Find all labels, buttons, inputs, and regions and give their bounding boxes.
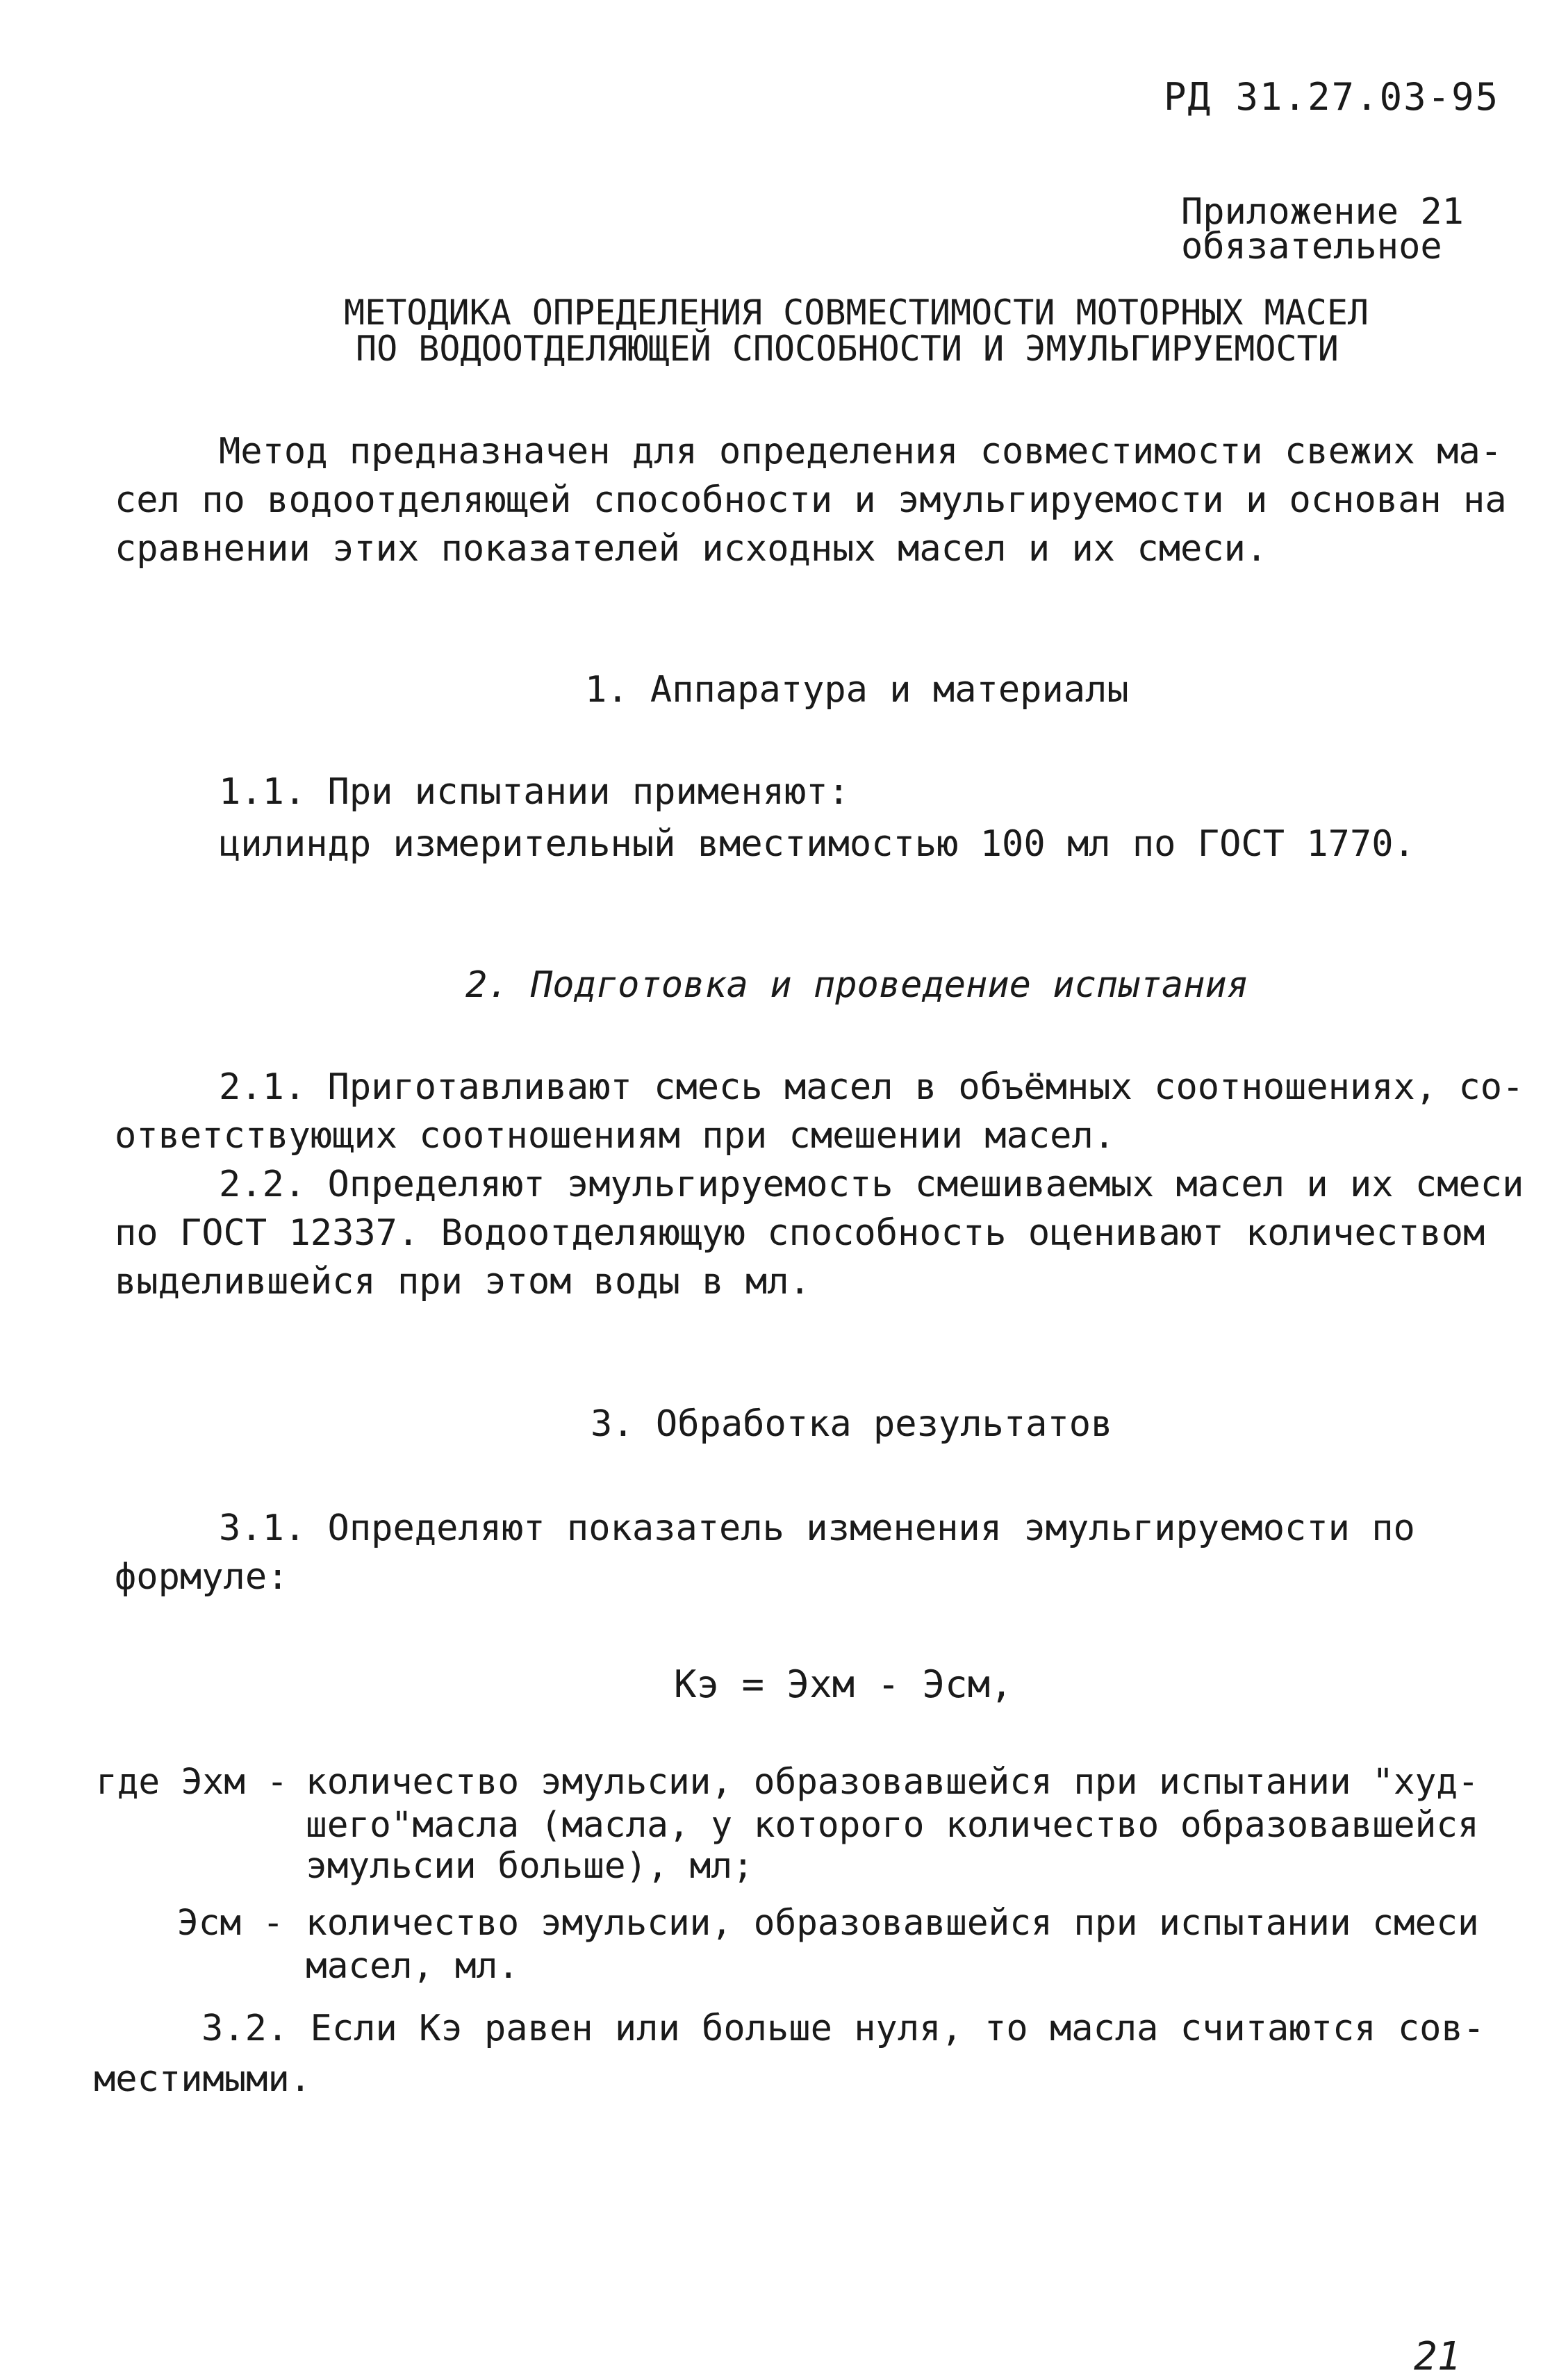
section-3-heading: 3. Обработка результатов: [591, 1403, 1113, 1445]
document-title-line-2: ПО ВОДООТДЕЛЯЮЩЕЙ СПОСОБНОСТИ И ЭМУЛЬГИРУЕМОСТИ: [356, 329, 1339, 369]
paragraph-2-2-line-2: по ГОСТ 12337. Водоотделяющую способность оценивают количеством: [115, 1212, 1485, 1254]
paragraph-3-1-line-1: 3.1. Определяют показатель изменения эмульгируемости по: [219, 1507, 1415, 1549]
where-2-line-1: количество эмульсии, образовавшейся при испытании смеси: [306, 1903, 1479, 1944]
intro-line-1: Метод предназначен для определения совместимости свежих ма-: [219, 431, 1503, 472]
document-title-line-1: МЕТОДИКА ОПРЕДЕЛЕНИЯ СОВМЕСТИМОСТИ МОТОРНЫХ МАСЕЛ: [344, 292, 1369, 333]
paragraph-3-2-line-2: местимыми.: [94, 2058, 312, 2100]
paragraph-2-1-line-2: ответствующих соотношениям при смешении масел.: [115, 1115, 1116, 1157]
paragraph-2-2-line-1: 2.2. Определяют эмульгируемость смешиваемых масел и их смеси: [219, 1164, 1524, 1205]
page-number: 21: [1414, 2334, 1461, 2379]
section-1-heading: 1. Аппаратура и материалы: [585, 669, 1129, 711]
where-1-line-2: шего"масла (масла, у которого количество образовавшейся: [306, 1805, 1479, 1846]
paragraph-3-1-line-2: формуле:: [115, 1556, 289, 1598]
appendix-label: Приложение 21: [1181, 191, 1464, 233]
appendix-type: обязательное: [1181, 226, 1442, 267]
paragraph-3-2-line-1: 3.2. Если Кэ равен или больше нуля, то масла считаются сов-: [201, 2008, 1485, 2049]
intro-line-2: сел по водоотделяющей способности и эмульгируемости и основан на: [115, 479, 1507, 521]
where-1-line-1: количество эмульсии, образовавшейся при испытании "худ-: [306, 1762, 1479, 1803]
intro-line-3: сравнении этих показателей исходных масел и их смеси.: [115, 528, 1268, 570]
formula: Кэ = Эхм - Эсм,: [674, 1662, 1013, 1706]
paragraph-1-1-item: цилиндр измерительный вместимостью 100 мл по ГОСТ 1770.: [219, 823, 1415, 865]
paragraph-1-1: 1.1. При испытании применяют:: [219, 771, 850, 813]
where-2-line-2: масел, мл.: [306, 1946, 520, 1987]
where-1-label: где Эхм -: [96, 1762, 288, 1803]
where-2-label: Эсм -: [177, 1903, 284, 1944]
section-2-heading: 2. Подготовка и проведение испытания: [465, 964, 1249, 1006]
paragraph-2-1-line-1: 2.1. Приготавливают смесь масел в объёмных соотношениях, со-: [219, 1066, 1524, 1108]
paragraph-2-2-line-3: выделившейся при этом воды в мл.: [115, 1261, 811, 1303]
where-1-line-3: эмульсии больше), мл;: [306, 1846, 754, 1887]
document-code: РД 31.27.03-95: [1164, 75, 1500, 119]
